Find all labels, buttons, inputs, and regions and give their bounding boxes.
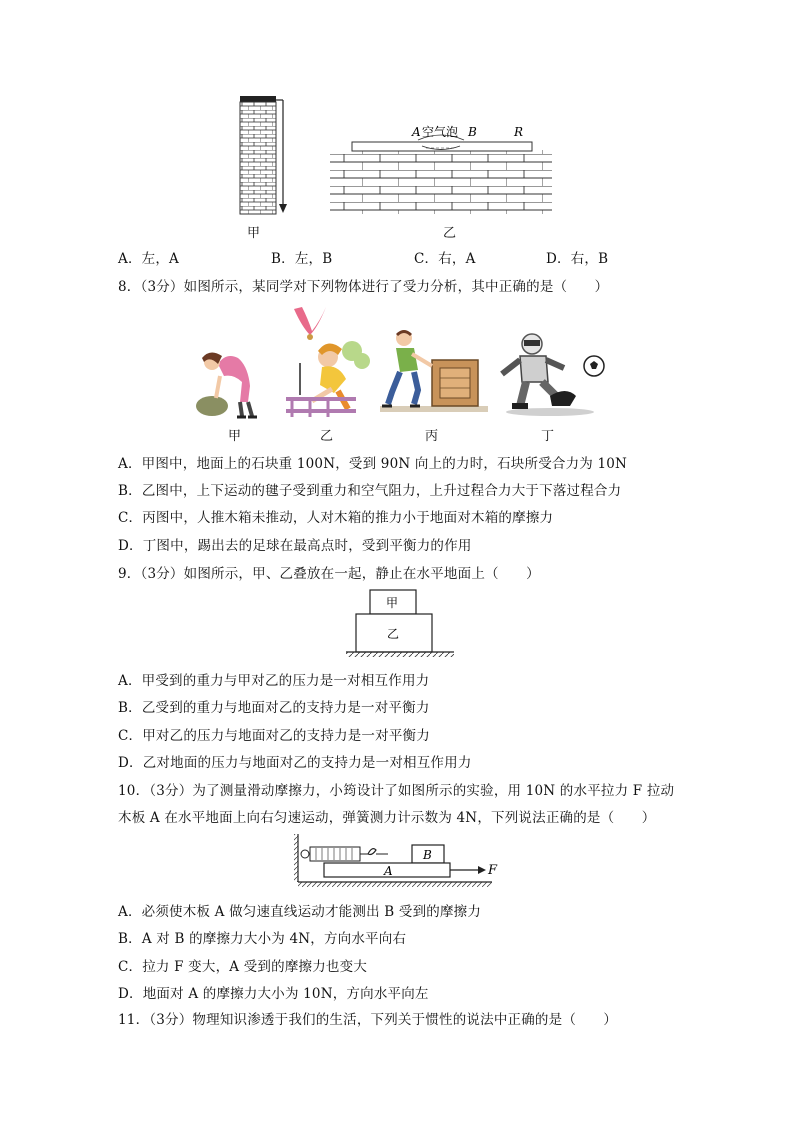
q8-figure-ding-robot-football — [496, 330, 608, 416]
q9-option-c[interactable]: C．甲对乙的压力与地面对乙的支持力是一对平衡力 — [118, 728, 430, 744]
q9-block-top-label: 甲 — [386, 596, 399, 610]
q7-option-c[interactable]: C．右，A — [414, 251, 476, 267]
q8-option-d[interactable]: D．丁图中，踢出去的足球在最高点时，受到平衡力的作用 — [118, 538, 472, 554]
q8-caption-jia: 甲 — [228, 429, 242, 444]
q11-stem: 11．（3分）物理知识渗透于我们的生活，下列关于惯性的说法中正确的是（ ） — [118, 1012, 618, 1028]
q9-option-d[interactable]: D．乙对地面的压力与地面对乙的支持力是一对相互作用力 — [118, 755, 472, 771]
q8-caption-yi: 乙 — [320, 429, 334, 444]
q10-stem-line1: 10．（3分）为了测量滑动摩擦力，小筠设计了如图所示的实验，用 10N 的水平拉力 F 拉动 — [118, 783, 675, 799]
q10-figure-label-b: B — [423, 848, 432, 862]
q8-option-c[interactable]: C．丙图中，人推木箱未推动，人对木箱的推力小于地面对木箱的摩擦力 — [118, 510, 554, 526]
q7-option-a[interactable]: A．左，A — [118, 251, 179, 267]
q9-stem: 9．（3分）如图所示，甲、乙叠放在一起，静止在水平地面上（ ） — [118, 566, 540, 582]
q7-option-d[interactable]: D．右，B — [546, 251, 609, 267]
q9-block-bottom-label: 乙 — [387, 627, 400, 641]
q10-option-b[interactable]: B．A 对 B 的摩擦力大小为 4N，方向水平向右 — [118, 931, 407, 947]
q8-caption-bing: 丙 — [425, 429, 439, 444]
figure-yi-label-a: A — [412, 125, 421, 139]
q10-stem-line2: 木板 A 在水平地面上向右匀速运动，弹簧测力计示数为 4N，下列说法正确的是（ ） — [118, 810, 656, 826]
q8-option-a[interactable]: A．甲图中，地面上的石块重 100N，受到 90N 向上的力时，石块所受合力为 10N — [118, 456, 628, 472]
q8-figure-jia-lifting-stone — [190, 346, 270, 422]
q8-caption-ding: 丁 — [541, 429, 555, 444]
q9-option-b[interactable]: B．乙受到的重力与地面对乙的支持力是一对平衡力 — [118, 700, 430, 716]
q10-option-c[interactable]: C．拉力 F 变大，A 受到的摩擦力也变大 — [118, 959, 368, 975]
q8-stem: 8．（3分）如图所示，某同学对下列物体进行了受力分析，其中正确的是（ ） — [118, 279, 609, 295]
q8-figure-yi-shuttlecock — [282, 305, 374, 423]
figure-yi-label: 乙 — [443, 226, 457, 241]
q8-figure-bing-pushing-box — [380, 326, 488, 416]
q9-option-a[interactable]: A．甲受到的重力与甲对乙的压力是一对相互作用力 — [118, 673, 430, 689]
q7-option-b[interactable]: B．左，B — [271, 251, 333, 267]
q10-option-a[interactable]: A．必须使木板 A 做匀速直线运动才能测出 B 受到的摩擦力 — [118, 904, 482, 920]
figure-yi-level-wall — [326, 122, 556, 216]
q10-figure-label-f: F — [488, 863, 498, 878]
q10-option-d[interactable]: D．地面对 A 的摩擦力大小为 10N，方向水平向左 — [118, 986, 429, 1002]
figure-yi-label-bubble: 空气泡 — [422, 125, 459, 139]
figure-yi-label-r: R — [514, 125, 524, 139]
figure-yi-label-b: B — [468, 125, 477, 139]
figure-jia-label: 甲 — [247, 226, 261, 241]
q9-figure-stacked-blocks — [346, 588, 458, 660]
q10-figure-friction-setup — [292, 832, 502, 888]
q8-option-b[interactable]: B．乙图中，上下运动的毽子受到重力和空气阻力，上升过程合力大于下落过程合力 — [118, 483, 622, 499]
q10-figure-label-a: A — [384, 864, 393, 878]
figure-jia-wall — [236, 94, 292, 216]
